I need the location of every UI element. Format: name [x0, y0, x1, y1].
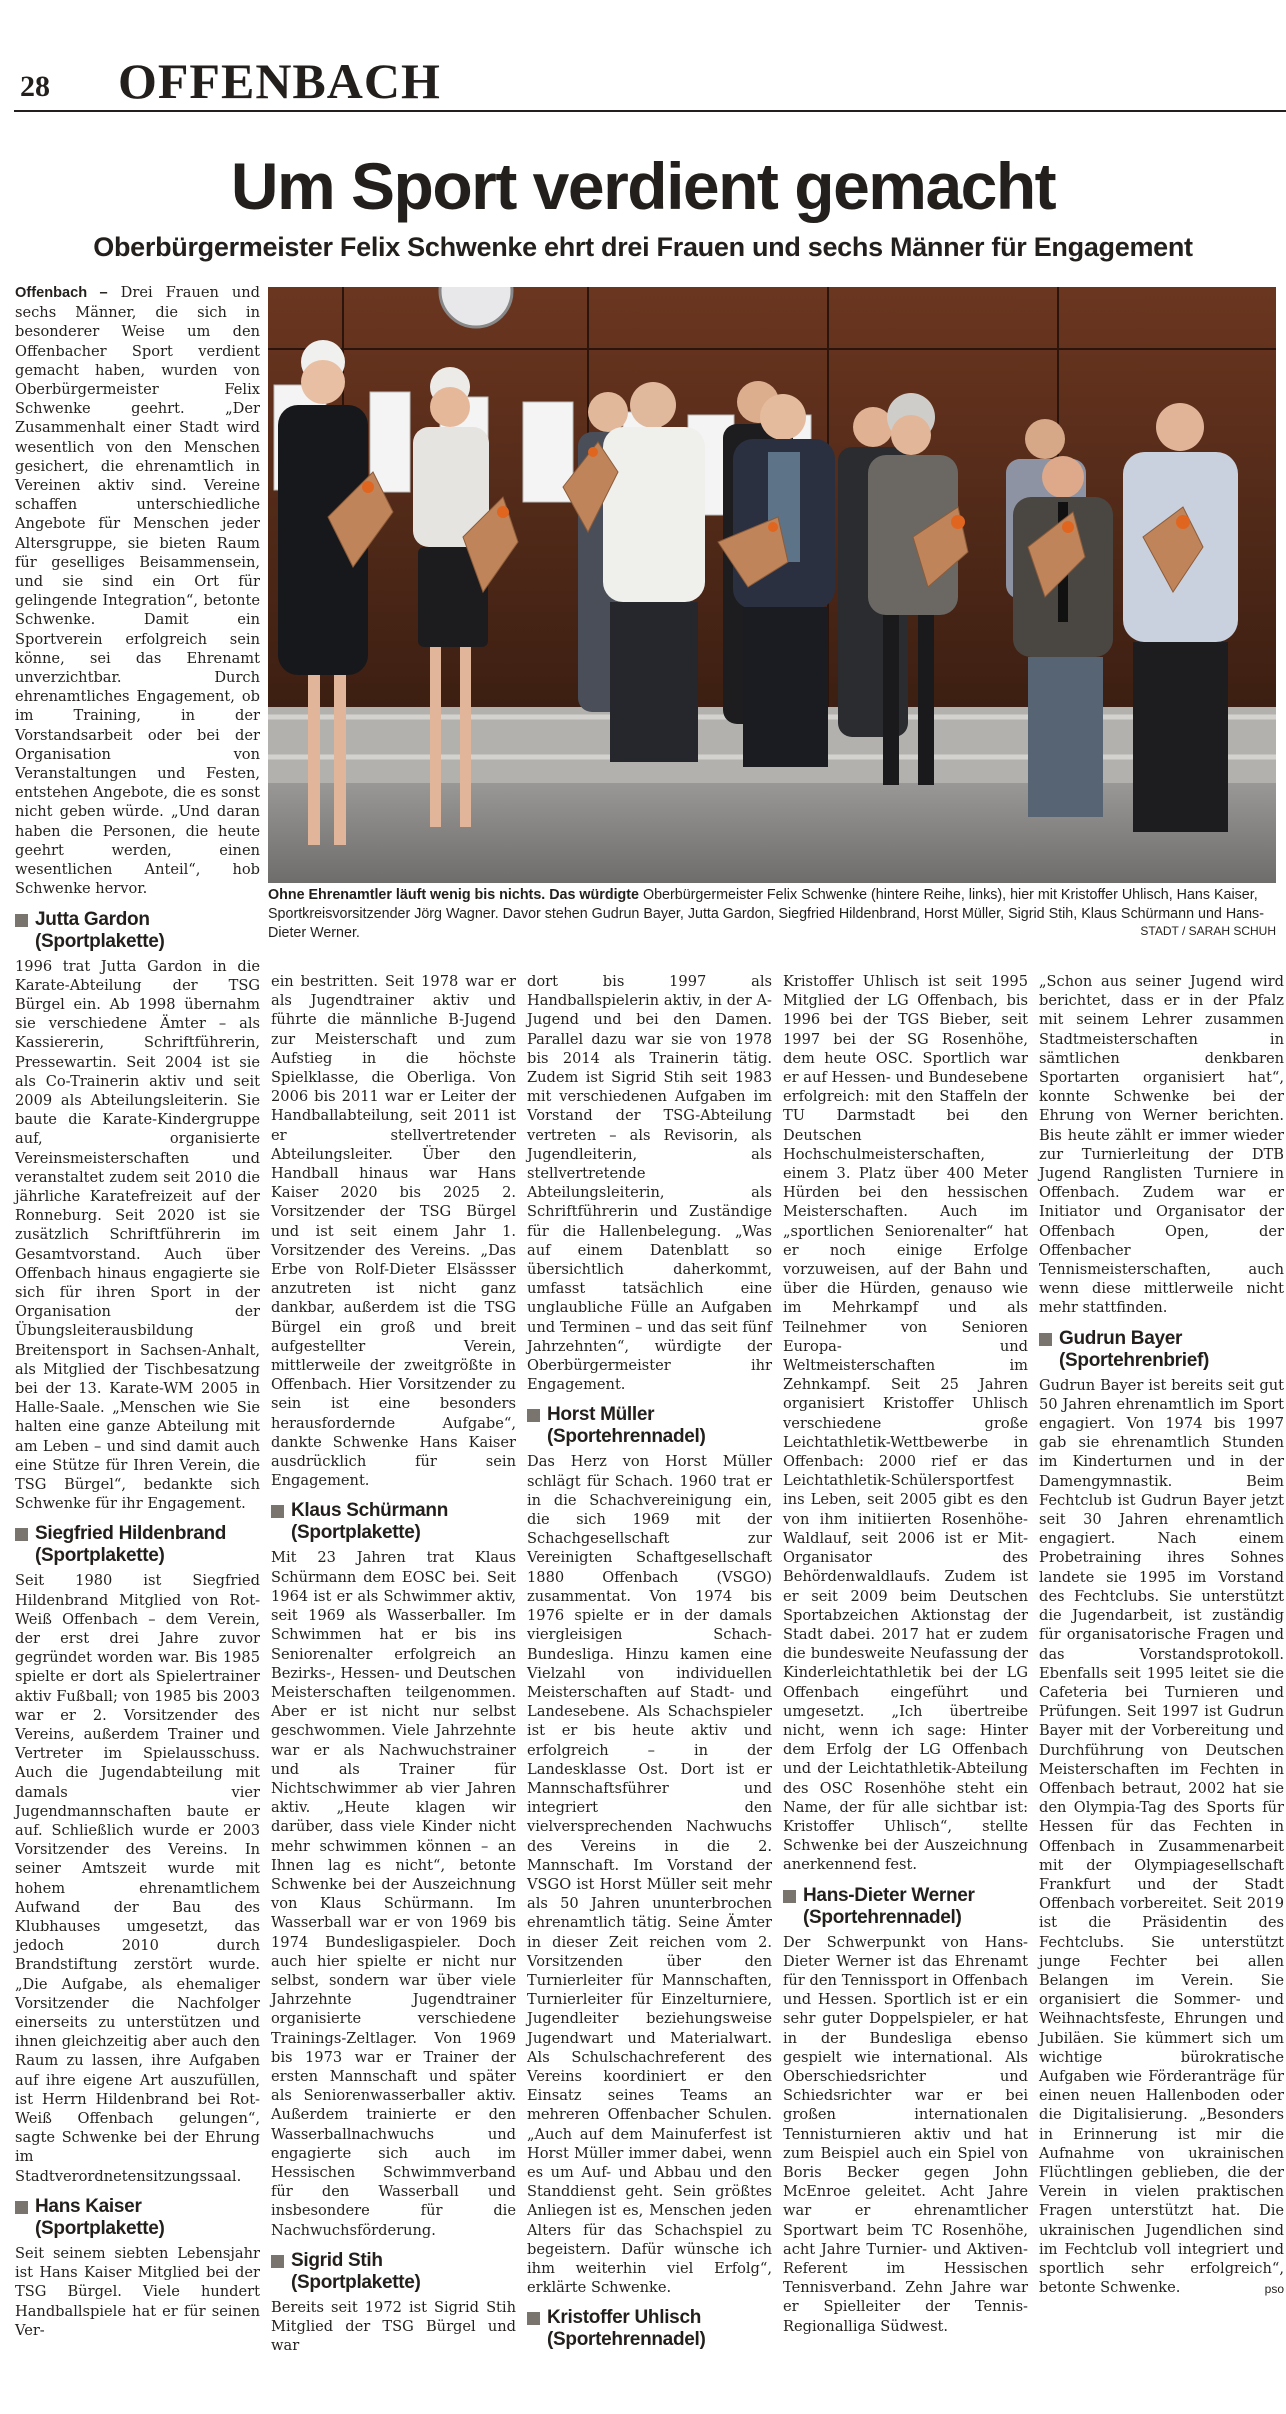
square-bullet-icon	[527, 1409, 540, 1422]
section-horst-mueller	[527, 1404, 772, 2297]
section-heading	[527, 2307, 772, 2351]
section-sigrid-stih	[271, 2250, 516, 2356]
section-text: Seit seinem siebten Lebensjahr ist Hans Kaiser Mitglied bei der TSG Bürgel. Viele hundert Handballspiele hat er für seinen Ver-	[15, 2244, 260, 2339]
column-5	[1039, 972, 1284, 2299]
section-text: Das Herz von Horst Müller schlägt für Schach. 1960 trat er in die Schachvereinigung ein, die sich 1969 mit der Schachgesellschaft zur Vereinigten Schaftgesellschaft 1880 Offenbach (VSGO) zusammentat. Von 1974 bis 1976 spielte er in der damals viergleisigen Schach-Bundesliga. Hinzu kamen eine Vielzahl von individuellen Meisterschaften auf Stadt- und Landesebene. Als Schachspieler ist er bis heute aktiv und erfolgreich – in der Landesklasse Ost. Dort ist er Mannschaftsführer und integriert den vielversprechenden Nachwuchs des Vereins in die 2. Mannschaft. Im Vorstand der VSGO ist Horst Müller seit mehr als 50 Jahren ununterbrochen ehrenamtlich tätig. Seine Ämter in dieser Zeit reichen vom 2. Vorsitzenden über den Turnierleiter für Mannschaften, Turnierleiter für Einzelturniere, Jugendleiter beziehungsweise Jugendwart und Materialwart. Als Schulschachreferent des Vereins koordiniert er den Einsatz seines Teams an mehreren Offenbacher Schulen. „Auch auf dem Mainuferfest ist Horst Müller immer dabei, wenn es um Auf- und Abbau und den Standdienst geht. Sein größtes Anliegen ist es, Menschen jeden Alters für das Schachspiel zu begeistern. Dafür wünsche ich ihm weiterhin viel Erfolg“, erklärte Schwenke.	[527, 1453, 772, 2297]
caption-bold: Ohne Ehrenamtler läuft wenig bis nichts. Das würdigte	[268, 887, 639, 903]
square-bullet-icon	[15, 914, 28, 927]
award-name: (Sportehrenbrief)	[1059, 1349, 1210, 1371]
section-text: Kristoffer Uhlisch ist seit 1995 Mitglied der LG Offenbach, bis 1996 bei der TGS Bieber, seit 1997 bei der SG Rosenhöhe, dem heute OSC. Sportlich war er auf Hessen- und Bundesebene erfolgreich: mit den Staffeln der TU Darmstadt bei den Deutschen Hochschulmeisterschaften, einem 3. Platz über 400 Meter Hürden bei den hessischen Meisterschaften. Auch im „sportlichen Seniorenalter“ hat er noch einige Erfolge vorzuweisen, auf der Bahn und über die Hürden, genauso wie im Mehrkampf und als Teilnehmer von Senioren Europa- und Weltmeisterschaften im Zehnkampf. Seit 25 Jahren organisiert Kristoffer Uhlisch verschiedene große Leichtathletik-Wettbewerbe in Offenbach: 2000 rief er das Leichtathletik-Schülersportfest ins Leben, seit 2005 gibt es den von ihm initiierten Rosenhöhe-Waldlauf, seit 2006 ist er Mit-Organisator des Behördenwaldlaufs. Zudem ist er seit 2009 beim Deutschen Sportabzeichen Aktionstag der Stadt dabei. 2017 hat er zudem die bundesweite Neufassung der Kinderleichtathletik bei der LG Offenbach eingeführt und umgesetzt. „Ich übertreibe nicht, wenn ich sage: Hinter dem Erfolg der LG Offenbach und der Leichtathletik-Abteilung des OSC Rosenhöhe steht ein Name, der für alle sichtbar ist: Kristoffer Uhlisch“, stellte Schwenke bei der Auszeichnung anerkennend fest.	[783, 973, 1028, 1874]
square-bullet-icon	[271, 2255, 284, 2268]
subheadline: Oberbürgermeister Felix Schwenke ehrt drei Frauen und sechs Männer für Engagement	[93, 232, 1193, 262]
award-name: (Sportehrennadel)	[547, 1426, 706, 1448]
section-heading	[15, 2196, 260, 2240]
award-name: (Sportehrennadel)	[547, 2329, 706, 2351]
award-name: (Sportplakette)	[35, 1545, 165, 1567]
award-name: (Sportplakette)	[291, 2271, 421, 2293]
square-bullet-icon	[1039, 1333, 1052, 1346]
honoree-name: Siegfried Hildenbrand	[35, 1523, 227, 1545]
section-heading	[15, 1523, 260, 1567]
column-1	[15, 283, 260, 2340]
section-text: 1996 trat Jutta Gardon in die Karate-Abteilung der TSG Bürgel ein. Ab 1998 übernahm sie verschiedene Ämter – als Kassiererin, Schriftführerin, Pressewartin. Seit 2004 ist sie als Co-Trainerin aktiv und seit 2009 als Abteilungsleiterin. Sie baute die Karate-Kindergruppe auf, organisierte Vereinsmeisterschaften und veranstaltet zudem seit 2010 die jährliche Karatefreizeit auf der Ronneburg. Seit 2020 ist sie zusätzlich Schriftführerin im Gesamtvorstand. Auch über Offenbach hinaus engagierte sie sich für ihren Sport in der Organisation der Übungsleiterausbildung Breitensport in Sachsen-Anhalt, als Mitglied der Tischbesatzung bei der 13. Karate-WM 2005 in Halle-Saale. „Menschen wie Sie halten eine ganze Abteilung mit am Leben – und sind damit auch eine Stütze für Ihren Verein, die TSG Bürgel“, bedankte sich Schwenke für ihr Engagement.	[15, 957, 260, 1513]
square-bullet-icon	[527, 2312, 540, 2325]
lead-paragraph	[15, 283, 260, 899]
page-number: 28	[20, 70, 50, 103]
square-bullet-icon	[783, 1890, 796, 1903]
column-2	[271, 972, 516, 2355]
lead-text: Drei Frauen und sechs Männer, die sich in besonderer Weise um den Offenbacher Sport verdient gemacht haben, wurden von Oberbürgermeister Felix Schwenke geehrt. „Der Zusammenhalt einer Stadt wird wesentlich von den Menschen gesichert, die ehrenamtlich in Vereinen aktiv sind. Vereine schaffen unterschiedliche Angebote für Menschen jeder Altersgruppe, sie bieten Raum für geselliges Beisammensein, und sie sind ein Ort für gelingende Integration“, betonte Schwenke. Damit ein Sportverein erfolgreich sein könne, sei das Ehrenamt unverzichtbar. Durch ehrenamtliches Engagement, ob im Training, in der Vorstandsarbeit oder bei der Organisation von Veranstaltungen und Festen, entstehen Angebote, die es sonst nicht geben würde. „Und daran haben die Personen, die heute geehrt werden, einen wesentlichen Anteil“, hob Schwenke hervor.	[15, 284, 260, 898]
award-name: (Sportplakette)	[35, 2217, 165, 2239]
honoree-name: Horst Müller	[547, 1404, 655, 1426]
honoree-name: Sigrid Stih	[291, 2249, 383, 2271]
column-4	[783, 972, 1028, 2336]
section-text-body: Gudrun Bayer ist bereits seit gut 50 Jahren ehrenamtlich im Sport engagiert. Von 1974 bis 1997 gab sie ehrenamtlich Stunden im Kinderturnen und in der Damengymnastik. Beim Fechtclub ist Gudrun Bayer jetzt seit 30 Jahren ehrenamtlich engagiert. Nach einem Probetraining ihres Sohnes landete sie 1995 im Vorstand des Fechtclubs. Sie unterstützt die Jugendarbeit, ist zuständig für organisatorische Fragen und das Vorstandsprotokoll. Ebenfalls seit 1995 leitet sie die Cafeteria bei Turnieren und Prüfungen. Seit 1997 ist Gudrun Bayer mit der Vorbereitung und Durchführung von Deutschen Meisterschaften im Fechten in Offenbach betraut, 2002 hat sie den Olympia-Tag des Sports für Hessen für das Fechten in Offenbach in Zusammenarbeit mit der Olympiagesellschaft Frankfurt und der Stadt Offenbach vorbereitet. Seit 2019 ist die Präsidentin des Fechtclubs. Sie unterstützt junge Fechter bei allen Belangen im Verein. Sie organisiert die Sommer- und Weihnachtsfeste, Ehrungen und Jubiläen. Sie kümmert sich um wichtige bürokratische Aufgaben wie Förderanträge für einen neuen Hallenboden oder die Digitalisierung. „Besonders in Erinnerung ist mir die Aufnahme von ukrainischen Flüchtlingen geblieben, die der Verein in vielen praktischen Fragen unterstützt hat. Die ukrainischen Jugendlichen sind im Fechtclub voll integriert und sportlich sehr erfolgreich“, betonte Schwenke.	[1039, 1376, 1284, 2297]
section-heading	[271, 2250, 516, 2294]
honoree-name: Hans-Dieter Werner	[803, 1884, 975, 1906]
photo-credit: STADT / SARAH SCHUH	[1140, 924, 1276, 938]
dateline: Offenbach –	[15, 285, 108, 301]
floor	[268, 783, 1276, 883]
square-bullet-icon	[15, 2201, 28, 2214]
section-text-continued: dort bis 1997 als Handballspielerin aktiv, in der A-Jugend und bei den Damen. Parallel dazu war sie von 1978 bis 2014 als Trainerin tätig. Zudem ist Sigrid Stih seit 1983 mit verschiedenen Aufgaben im Vorstand der TSG-Abteilung vertreten – als Revisorin, als Jugendleiterin, als stellvertretende Abteilungsleiterin, als Schriftführerin und Zuständige für die Hallenbelegung. „Was auf einem Datenblatt so übersichtlich daherkommt, umfasst tatsächlich eine unglaubliche Fülle an Aufgaben und Terminen – und das seit fünf Jahrzehnten“, würdigte der Oberbürgermeister ihr Engagement.	[527, 973, 772, 1394]
photo-illustration	[268, 287, 1276, 883]
honoree-name: Gudrun Bayer	[1059, 1327, 1183, 1349]
section-text: Der Schwerpunkt von Hans-Dieter Werner ist das Ehrenamt für den Tennissport in Offenbach und Hessen. Sportlich ist er ein sehr guter Doppelspieler, er hat in der Bundesliga ebenso gespielt wie international. Als Oberschiedsrichter und Schiedsrichter war er bei großen internationalen Tennisturnieren aktiv und hat zum Beispiel auch ein Spiel von Boris Becker gegen John McEnroe geleitet. Acht Jahre war er ehrenamtlicher Sportwart beim TC Rosenhöhe, acht Jahre Turnier- und Aktiven-Referent im Hessischen Tennisverband. Zehn Jahre war er Spielleiter der Tennis-Regionalliga Südwest.	[783, 1933, 1028, 2335]
section-text: Bereits seit 1972 ist Sigrid Stih Mitglied der TSG Bürgel und war	[271, 2298, 516, 2355]
award-name: (Sportplakette)	[35, 930, 165, 952]
honoree-name: Kristoffer Uhlisch	[547, 2307, 702, 2329]
section-text: Seit 1980 ist Siegfried Hildenbrand Mitglied von Rot-Weiß Offenbach – dem Verein, der erst drei Jahre zuvor gegründet worden war. Bis 1985 spielte er dort als Spielertrainer aktiv Fußball; von 1985 bis 2003 war er 2. Vorsitzender des Vereins, außerdem Trainer und Vertreter im Spielausschuss. Auch die Jugendabteilung mit damals vier Jugendmannschaften baute er auf. Schließlich wurde er 2003 Vorsitzender des Vereins. In seiner Amtszeit wurde mit hohem ehrenamtlichem Aufwand der Bau des Klubhauses umgesetzt, das jedoch 2010 durch Brandstiftung zerstört wurde. „Die Aufgabe, als ehemaliger Vorsitzender die Nachfolger einerseits zu unterstützen und ihnen gleichzeitig aber auch den Raum zu lassen, ihre Aufgaben auf ihre eigene Art auszufüllen, ist Herrn Hildenbrand bei Rot-Weiß Offenbach gelungen“, sagte Schwenke bei der Ehrung im Stadtverordnetensitzungssaal.	[15, 1572, 260, 2185]
section-text: Mit 23 Jahren trat Klaus Schürmann dem EOSC bei. Seit 1964 ist er als Schwimmer aktiv, seit 1969 als Wasserballer. Im Schwimmen hat er bis ins Seniorenalter erfolgreich an Bezirks-, Hessen- und Deutschen Meisterschaften teilgenommen. Aber er ist nicht nur selbst geschwommen. Viele Jahrzehnte war er als Nachwuchstrainer und als Trainer für Nichtschwimmer ab vier Jahren aktiv. „Heute klagen wir darüber, dass viele Kinder nicht mehr schwimmen können – an Ihnen lag es nicht“, betonte Schwenke bei der Auszeichnung von Klaus Schürmann. Im Wasserball war er von 1969 bis 1974 Bundesligaspieler. Doch auch hier spielte er nicht nur selbst, sondern war über viele Jahrzehnte Jugendtrainer organisierte verschiedene Trainings-Zeltlager. Von 1969 bis 1973 war er Trainer der ersten Mannschaft und später als Seniorenwasserballer aktiv. Außerdem trainierte er den Wasserballnachwuchs und engagierte sich auch im Hessischen Schwimmverband für den Wasserball und insbesondere für die Nachwuchsförderung.	[271, 1549, 516, 2239]
section-siegfried-hildenbrand	[15, 1523, 260, 2186]
honoree-name: Klaus Schürmann	[291, 1500, 449, 1522]
square-bullet-icon	[15, 1528, 28, 1541]
section-kristoffer-uhlisch-heading	[527, 2307, 772, 2351]
section-text-continued: ein bestritten. Seit 1978 war er als Jugendtrainer aktiv und führte die männliche B-Jugend zur Meisterschaft und zum Aufstieg in die höchste Spielklasse, die Oberliga. Von 2006 bis 2011 war er Leiter der Handballabteilung, seit 2011 ist er stellvertretender Abteilungsleiter. Über den Handball hinaus war Hans Kaiser 2020 bis 2025 2. Vorsitzender der TSG Bürgel und ist seit einem Jahr 1. Vorsitzender des Vereins. „Das Erbe von Rolf-Dieter Elsässser anzutreten ist nicht ganz dankbar, außerdem ist die TSG Bürgel ein groß und breit aufgestellter Verein, mittlerweile der zweitgrößte in Offenbach. Hier Vorsitzender zu sein ist eine besonders herausfordernde Aufgabe“, dankte Schwenke Hans Kaiser ausdrücklich für sein Engagement.	[271, 973, 516, 1490]
section-title: OFFENBACH	[118, 53, 441, 109]
column-3	[527, 972, 772, 2355]
section-heading	[527, 1404, 772, 1448]
author-sign: pso	[1264, 2282, 1284, 2297]
section-text	[1039, 1376, 1284, 2298]
group-photo	[268, 287, 1276, 883]
section-klaus-schuermann	[271, 1500, 516, 2239]
award-name: (Sportehrennadel)	[803, 1906, 962, 1928]
section-heading	[15, 909, 260, 953]
section-text-continued: „Schon aus seiner Jugend wird berichtet, dass er in der Pfalz mit seinem Lehrer zusammen Stadtmeisterschaften in sämtlichen denkbaren Sportarten organisiert hat“, konnte Schwenke bei der Ehrung von Werner berichten. Bis heute zählt er immer wieder zur Turnierleitung der DTB Jugend Ranglisten Turniere in Offenbach. Zudem war er Initiator und Organisator der Offenbach Open, der Offenbacher Tennismeisterschaften, auch wenn diese mittlerweile nicht mehr stattfinden.	[1039, 973, 1284, 1317]
section-hans-kaiser	[15, 2196, 260, 2340]
caption-text: Oberbürgermeister Felix Schwenke (hintere Reihe, links), hier mit Kristoffer Uhlisch, Hans Kaiser, Sportkreisvorsitzender Jörg Wagner. Davor stehen Gudrun Bayer, Jutta Gardon, Siegfried Hildenbrand, Horst Müller, Sigrid Stih, Klaus Schürmann und Hans-Dieter Werner.	[268, 887, 1264, 941]
section-hans-dieter-werner	[783, 1885, 1028, 2336]
headline: Um Sport verdient gemacht	[230, 149, 1056, 223]
section-heading	[271, 1500, 516, 1544]
section-heading	[783, 1885, 1028, 1929]
section-jutta-gardon	[15, 909, 260, 1514]
honoree-name: Hans Kaiser	[35, 2195, 142, 2217]
page-header	[14, 50, 1286, 112]
award-name: (Sportplakette)	[291, 1522, 421, 1544]
section-gudrun-bayer	[1039, 1328, 1284, 2298]
section-heading	[1039, 1328, 1284, 1372]
honoree-name: Jutta Gardon	[35, 908, 150, 930]
square-bullet-icon	[271, 1505, 284, 1518]
photo-caption	[268, 886, 1276, 943]
